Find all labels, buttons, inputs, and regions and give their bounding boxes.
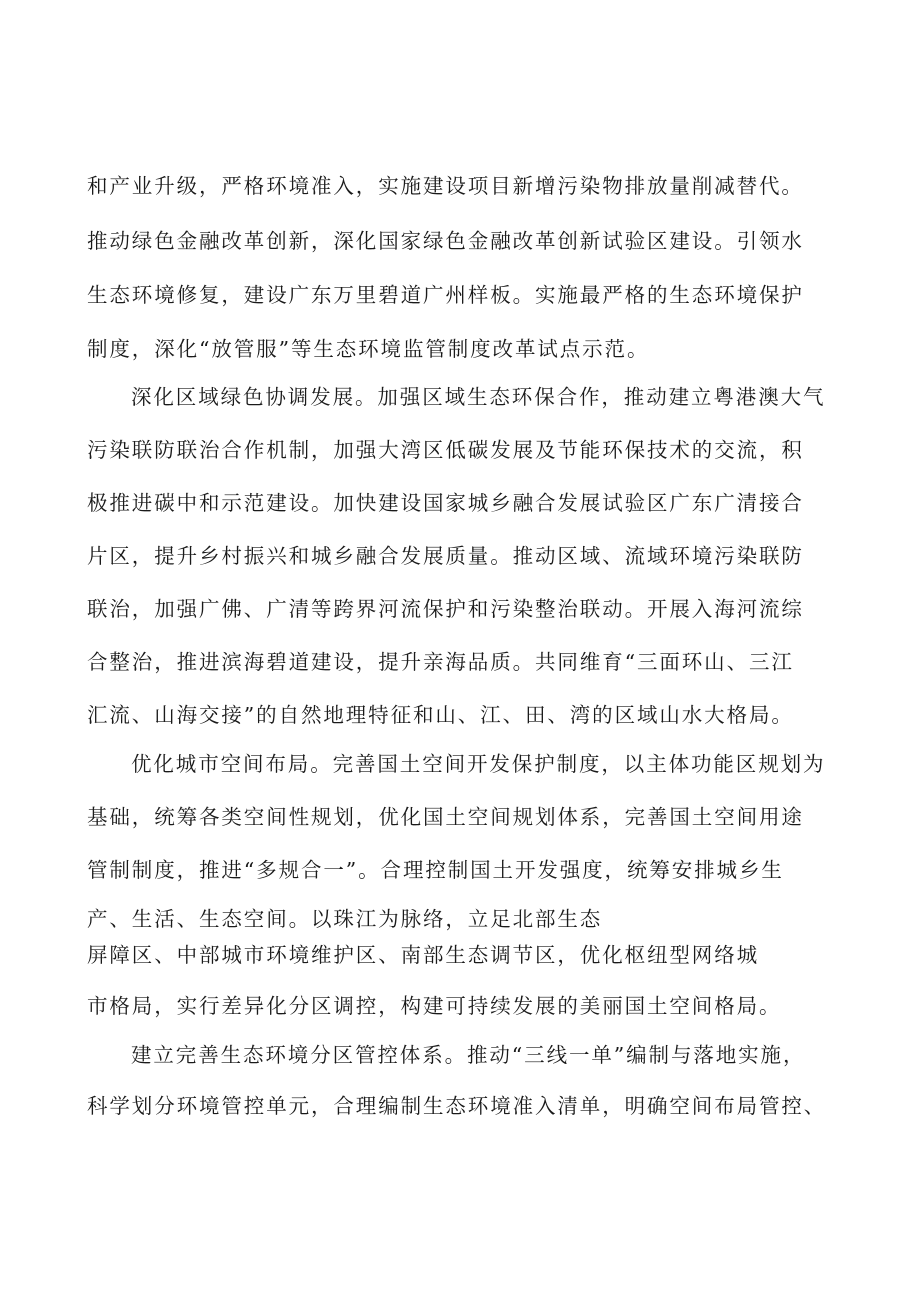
text-line: 市格局，实行差异化分区调控，构建可持续发展的美丽国土空间格局。	[87, 994, 782, 1018]
text-line: 和产业升级，严格环境准入，实施建设项目新增污染物排放量削减替代。	[87, 174, 804, 198]
text-line: 管制制度，推进“多规合一”。合理控制国土开发强度，统筹安排城乡生	[87, 858, 784, 882]
text-line: 汇流、山海交接”的自然地理特征和山、江、田、湾的区域山水大格局。	[87, 703, 794, 727]
paragraph-start: 深化区域绿色协调发展。加强区域生态环保合作，推动建立粤港澳大气	[131, 385, 826, 409]
text-line: 生态环境修复，建设广东万里碧道广州样板。实施最严格的生态环境保护	[87, 283, 804, 307]
text-line: 科学划分环境管控单元，合理编制生态环境准入清单，明确空间布局管控、	[87, 1094, 827, 1118]
text-line: 产、生活、生态空间。以珠江为脉络，立足北部生态	[87, 907, 603, 931]
text-line: 污染联防联治合作机制，加强大湾区低碳发展及节能环保技术的交流，积	[87, 438, 804, 462]
text-line: 合整治，推进滨海碧道建设，提升亲海品质。共同维育“三面环山、三江	[87, 650, 794, 674]
text-line: 联治，加强广佛、广清等跨界河流保护和污染整治联动。开展入海河流综	[87, 597, 804, 621]
paragraph-start: 优化城市空间布局。完善国土空间开发保护制度，以主体功能区规划为	[131, 752, 826, 776]
text-line: 推动绿色金融改革创新，深化国家绿色金融改革创新试验区建设。引领水	[87, 229, 804, 253]
text-line: 极推进碳中和示范建设。加快建设国家城乡融合发展试验区广东广清接合	[87, 491, 804, 515]
text-line: 片区，提升乡村振兴和城乡融合发展质量。推动区域、流域环境污染联防	[87, 544, 804, 568]
text-line: 制度，深化“放管服”等生态环境监管制度改革试点示范。	[87, 337, 650, 361]
paragraph-start: 建立完善生态环境分区管控体系。推动“三线一单”编制与落地实施，	[131, 1043, 806, 1067]
text-line: 基础，统筹各类空间性规划，优化国土空间规划体系，完善国土空间用途	[87, 805, 804, 829]
text-line: 屏障区、中部城市环境维护区、南部生态调节区，优化枢纽型网络城	[87, 943, 759, 967]
